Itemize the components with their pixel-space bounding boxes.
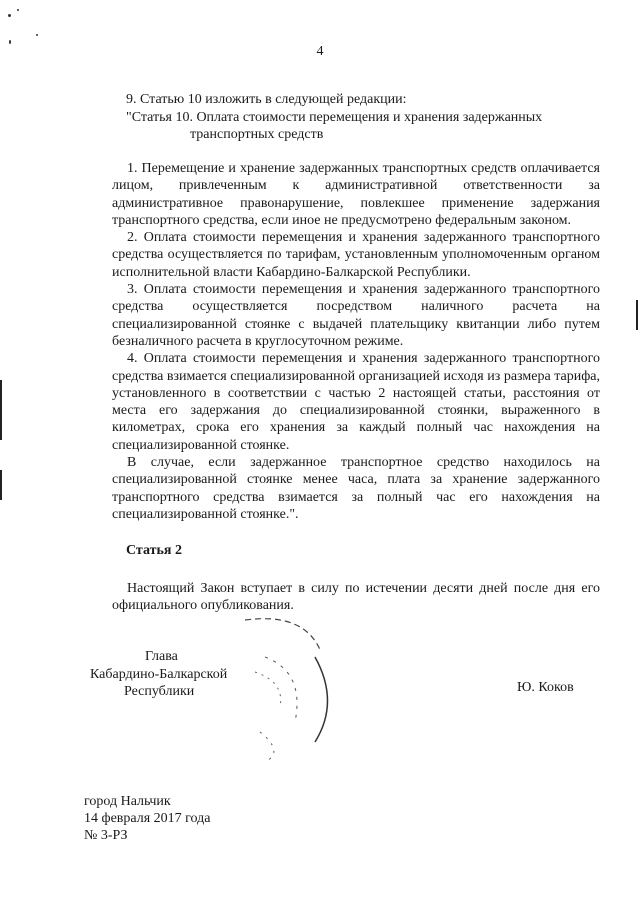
signatory-title-line: Глава <box>145 649 178 664</box>
seal-stamp <box>225 612 345 772</box>
article-2-heading: Статья 2 <box>126 543 182 558</box>
signatory-title-line: Республики <box>124 684 195 699</box>
signatory-title <box>90 648 227 701</box>
article-title: "Статья 10. Оплата стоимости перемещения и хранения задержанных <box>126 110 543 125</box>
scan-speck <box>8 14 11 17</box>
paragraph-4: 4. Оплата стоимости перемещения и хранения задержанного транспортного средства взимается специализированной организацией исходя из размера тарифа, установленного в соответствии с частью 2 настоящей статьи, расстояния от места его задержания до специализированной стоянки, выраженного в километрах, срока его хранения за каждый полный час нахождения на специализированной стоянке. <box>112 351 600 453</box>
document-footer <box>84 793 211 844</box>
signatory-name: Ю. Коков <box>517 680 574 695</box>
scan-speck <box>36 34 38 36</box>
article-2-body <box>112 580 600 615</box>
scan-edge-mark <box>0 470 2 500</box>
scan-edge-mark <box>0 380 2 440</box>
scan-speck <box>17 9 19 11</box>
paragraph-1: 1. Перемещение и хранение задержанных транспортных средств оплачивается лицом, привлеченным к административной ответственности за административное правонарушение, повлекшее применение задержания транспортного средства, если иное не предусмотрено федеральным законом. <box>112 161 600 228</box>
footer-city: город Нальчик <box>84 794 171 809</box>
paragraph-5: В случае, если задержанное транспортное средство находилось на специализированной стоянке менее часа, плата за хранение задержанного транспортного средства взимается за полный час его нахождения на специализированной стоянке.". <box>112 455 600 522</box>
signatory-title-line: Кабардино-Балкарской <box>90 666 228 682</box>
paragraph-2: 2. Оплата стоимости перемещения и хранения задержанного транспортного средства осуществляется по тарифам, установленным уполномоченным органом исполнительной власти Кабардино-Балкарской Республики. <box>112 230 600 280</box>
page-number: 4 <box>316 44 324 59</box>
footer-number: № 3-РЗ <box>84 828 128 843</box>
scan-edge-mark <box>636 300 638 330</box>
paragraph-3: 3. Оплата стоимости перемещения и хранения задержанного транспортного средства осуществляется посредством наличного расчета на специализированной стоянке с выдачей плательщику квитанции либо путем безналичного расчета в круглосуточном режиме. <box>112 282 600 349</box>
article-2-text: Настоящий Закон вступает в силу по истечении десяти дней после дня его официального опубликования. <box>112 581 600 614</box>
amendment-intro: 9. Статью 10 изложить в следующей редакции: <box>126 92 407 107</box>
footer-date: 14 февраля 2017 года <box>84 811 211 826</box>
article-body <box>112 160 600 523</box>
article-title-continuation: транспортных средств <box>190 127 324 142</box>
